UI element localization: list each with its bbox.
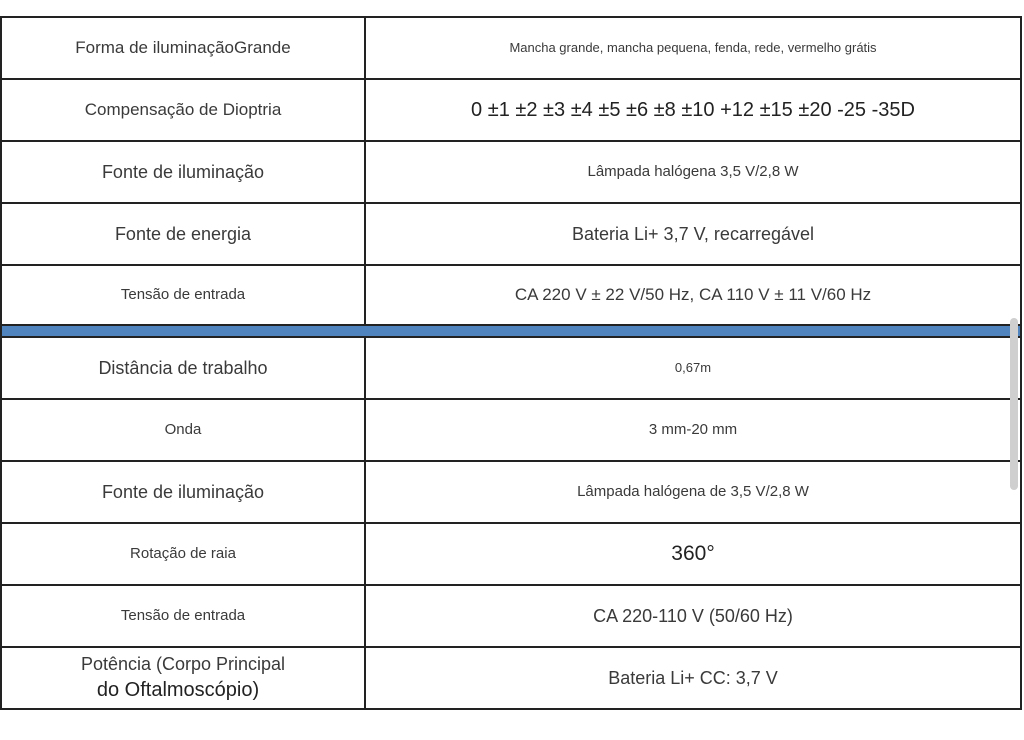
table-row [2, 462, 1020, 524]
spec-label: Fonte de iluminação [2, 142, 366, 202]
table-row [2, 80, 1020, 142]
section-divider [2, 326, 1020, 338]
spec-label [2, 648, 366, 708]
spec-table [0, 16, 1022, 710]
spec-label: Rotação de raia [2, 524, 366, 584]
spec-value: CA 220-110 V (50/60 Hz) [593, 605, 793, 626]
spec-label-line1: Potência (Corpo Principal [80, 654, 286, 675]
spec-label: Tensão de entrada [2, 266, 366, 324]
spec-label: Fonte de energia [2, 204, 366, 264]
table-row [2, 524, 1020, 586]
table-row [2, 266, 1020, 326]
spec-label-line2: do Oftalmoscópio) [96, 678, 260, 701]
spec-value: 3 mm-20 mm [648, 420, 738, 438]
table-row [2, 400, 1020, 462]
spec-value: Mancha grande, mancha pequena, fenda, rede, vermelho grátis [509, 39, 877, 55]
spec-label: Forma de iluminaçãoGrande [2, 18, 366, 78]
spec-value: 360° [671, 541, 715, 565]
table-row [2, 648, 1020, 710]
table-row [2, 204, 1020, 266]
table-row [2, 586, 1020, 648]
table-row [2, 18, 1020, 80]
spec-value: Lâmpada halógena 3,5 V/2,8 W [587, 162, 799, 180]
spec-label: Distância de trabalho [2, 338, 366, 398]
table-row [2, 142, 1020, 204]
spec-value: Bateria Li+ 3,7 V, recarregável [572, 223, 814, 244]
spec-value: Bateria Li+ CC: 3,7 V [608, 667, 778, 688]
scrollbar[interactable] [1010, 318, 1018, 490]
spec-value: 0,67m [674, 359, 712, 375]
spec-value: 0 ±1 ±2 ±3 ±4 ±5 ±6 ±8 ±10 +12 ±15 ±20 -25 -35D [471, 98, 915, 121]
spec-value: CA 220 V ± 22 V/50 Hz, CA 110 V ± 11 V/60 Hz [514, 285, 872, 305]
spec-value: Lâmpada halógena de 3,5 V/2,8 W [577, 482, 809, 500]
spec-label: Compensação de Dioptria [2, 80, 366, 140]
spec-label: Fonte de iluminação [2, 462, 366, 522]
spec-label: Tensão de entrada [2, 586, 366, 646]
spec-label: Onda [2, 400, 366, 460]
table-row [2, 338, 1020, 400]
